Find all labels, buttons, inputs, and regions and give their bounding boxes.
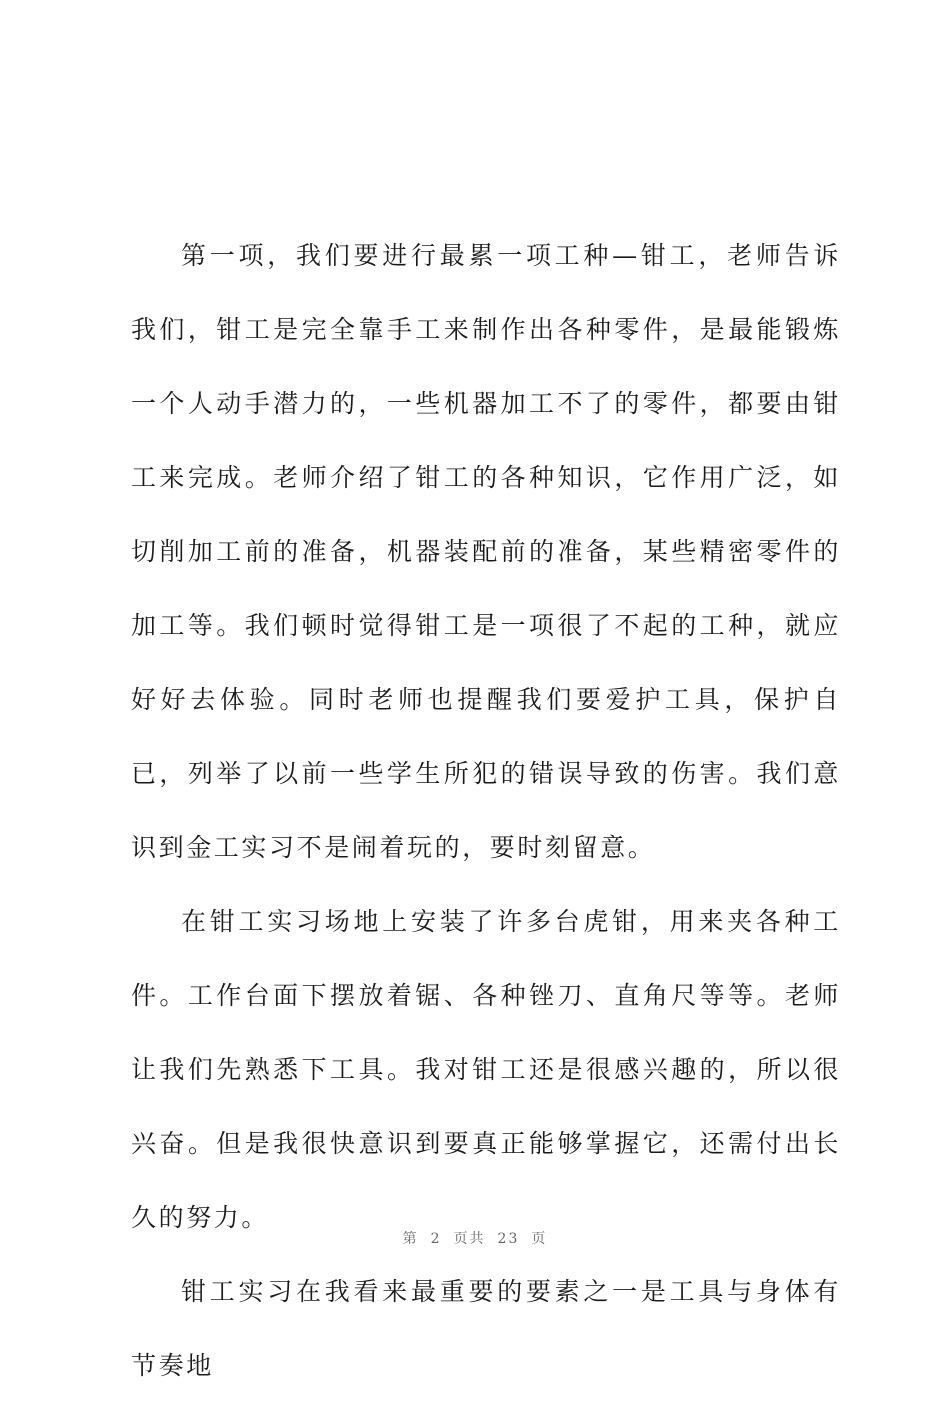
page-number-footer <box>0 1228 950 1248</box>
footer-suffix: 页 <box>531 1231 548 1247</box>
footer-prefix: 第 <box>402 1231 419 1247</box>
footer-total-pages: 23 <box>497 1231 520 1247</box>
paragraph-3: 钳工实习在我看来最重要的要素之一是工具与身体有节奏地 <box>131 1277 841 1380</box>
footer-middle: 页共 <box>453 1231 486 1247</box>
footer-current-page: 2 <box>430 1231 442 1247</box>
document-body <box>131 219 841 1403</box>
paragraph-1: 第一项，我们要进行最累一项工种—钳工，老师告诉我们，钳工是完全靠手工来制作出各种零件，是最能锻炼一个人动手潜力的，一些机器加工不了的零件，都要由钳工来完成。老师介绍了钳工的各种知识，它作用广泛，如切削加工前的准备，机器装配前的准备，某些精密零件的加工等。我们顿时觉得钳工是一项很了不起的工种，就应好好去体验。同时老师也提醒我们要爱护工具，保护自已，列举了以前一些学生所犯的错误导致的伤害。我们意识到金工实习不是闹着玩的，要时刻留意。 <box>131 241 841 862</box>
paragraph-2: 在钳工实习场地上安装了许多台虎钳，用来夹各种工件。工作台面下摆放着锯、各种锉刀、直角尺等等。老师让我们先熟悉下工具。我对钳工还是很感兴趣的，所以很兴奋。但是我很快意识到要真正能够掌握它，还需付出长久的努力。 <box>131 907 841 1232</box>
